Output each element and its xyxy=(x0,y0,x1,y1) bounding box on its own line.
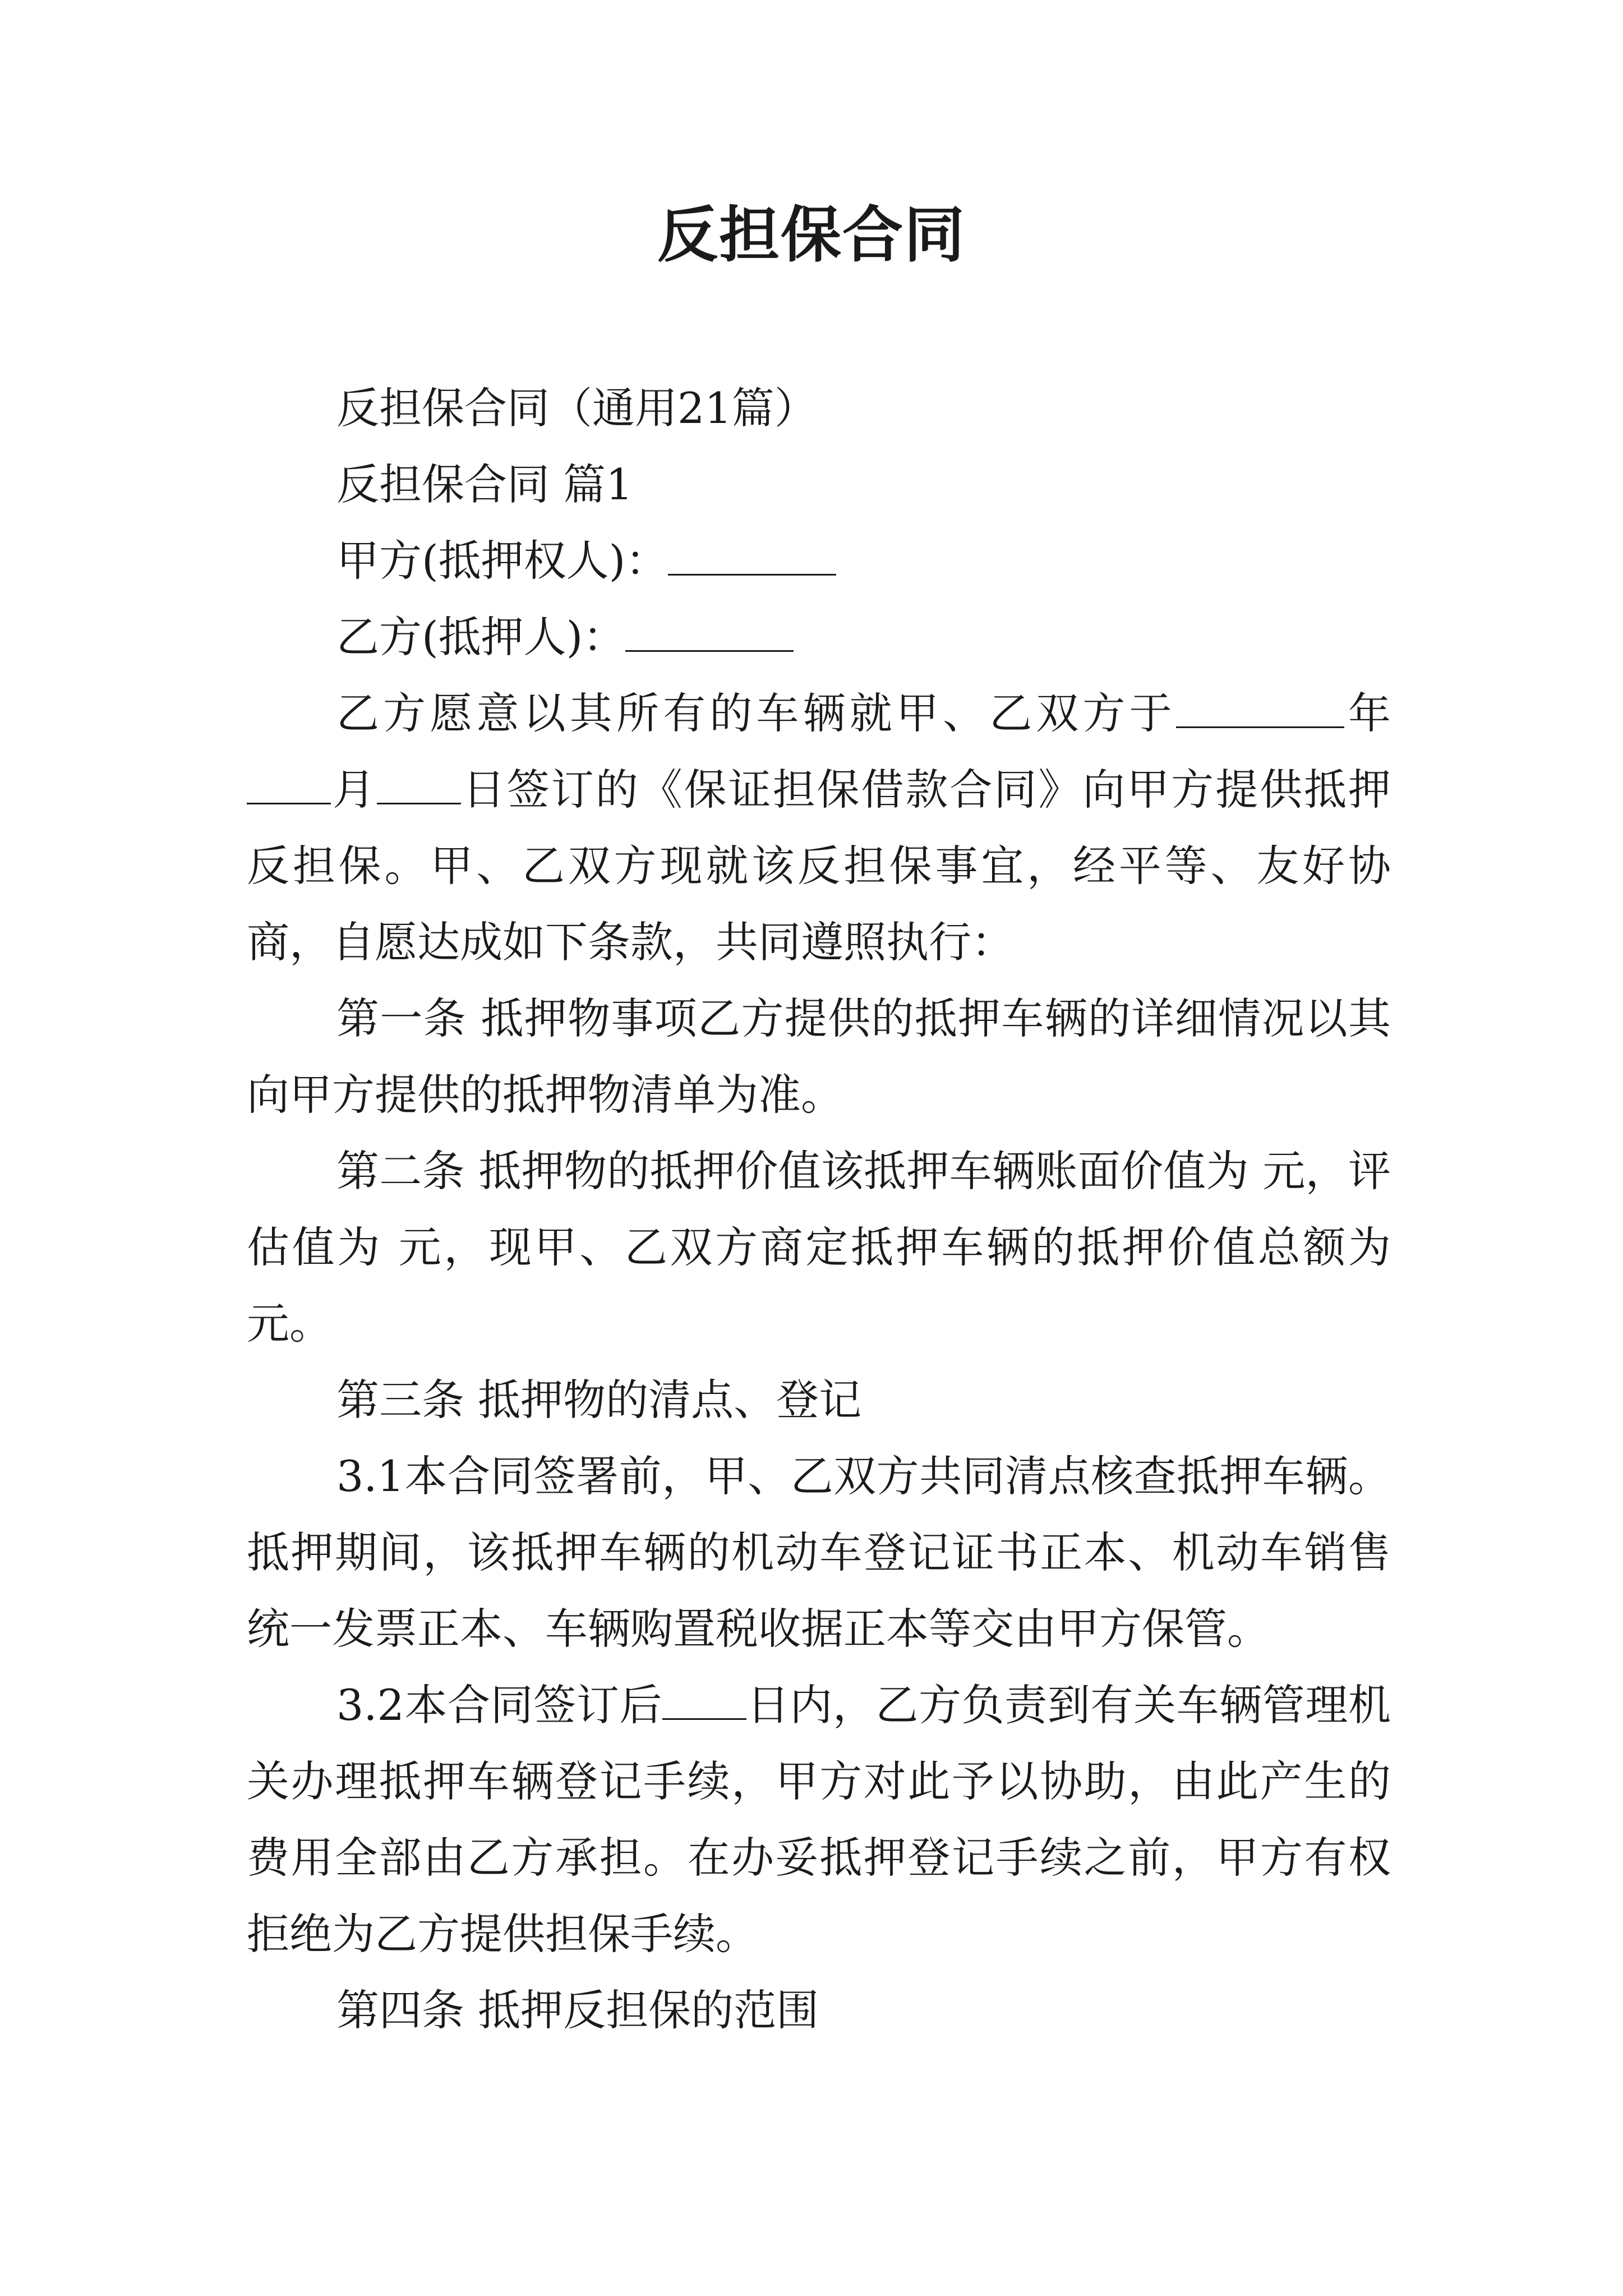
party-a-line xyxy=(247,523,1391,599)
year-blank xyxy=(1176,687,1344,728)
clause-3-1: 3.1本合同签署前，甲、乙双方共同清点核查抵押车辆。抵押期间，该抵押车辆的机动车登记证书正本、机动车销售统一发票正本、车辆购置税收据正本等交由甲方保管。 xyxy=(247,1451,1391,1654)
document-body xyxy=(247,370,1391,2049)
days-blank xyxy=(662,1679,746,1720)
party-a-label: 甲方(抵押权人)： xyxy=(336,536,668,586)
article-2: 第二条 抵押物的抵押价值该抵押车辆账面价值为 元，评估值为 元，现甲、乙双方商定抵押车辆的抵押价值总额为 元。 xyxy=(247,1146,1391,1349)
month-blank xyxy=(247,763,331,804)
document-subtitle: 反担保合同（通用21篇） xyxy=(336,383,817,433)
intro-paragraph xyxy=(247,675,1391,981)
party-a-blank xyxy=(668,535,836,576)
clause-3-2-text-1: 3.2本合同签订后 xyxy=(336,1680,663,1730)
party-b-line xyxy=(247,599,1391,675)
section-heading: 反担保合同 篇1 xyxy=(336,459,633,509)
day-blank xyxy=(377,763,461,804)
article-1: 第一条 抵押物事项乙方提供的抵押车辆的详细情况以其向甲方提供的抵押物清单为准。 xyxy=(247,993,1391,1120)
party-b-blank xyxy=(625,611,794,652)
article-4-heading: 第四条 抵押反担保的范围 xyxy=(336,1985,819,2035)
clause-3-2 xyxy=(247,1667,1391,1972)
intro-text-1: 乙方愿意以其所有的车辆就甲、乙双方于 xyxy=(336,688,1176,738)
party-b-label: 乙方(抵押人)： xyxy=(336,612,626,662)
intro-month: 月 xyxy=(331,765,377,815)
intro-year: 年 xyxy=(1344,688,1391,738)
intro-text-2: 日签订的《保证担保借款合同》向甲方提供抵押反担保。甲、乙双方现就该反担保事宜，经平等、友好协商，自愿达成如下条款，共同遵照执行： xyxy=(247,765,1391,967)
document-title: 反担保合同 xyxy=(657,200,966,270)
article-3-heading: 第三条 抵押物的清点、登记 xyxy=(336,1375,862,1425)
clause-3-2-text-2: 日内，乙方负责到有关车辆管理机关办理抵押车辆登记手续，甲方对此予以协助，由此产生的费用全部由乙方承担。在办妥抵押登记手续之前，甲方有权拒绝为乙方提供担保手续。 xyxy=(247,1680,1391,1959)
